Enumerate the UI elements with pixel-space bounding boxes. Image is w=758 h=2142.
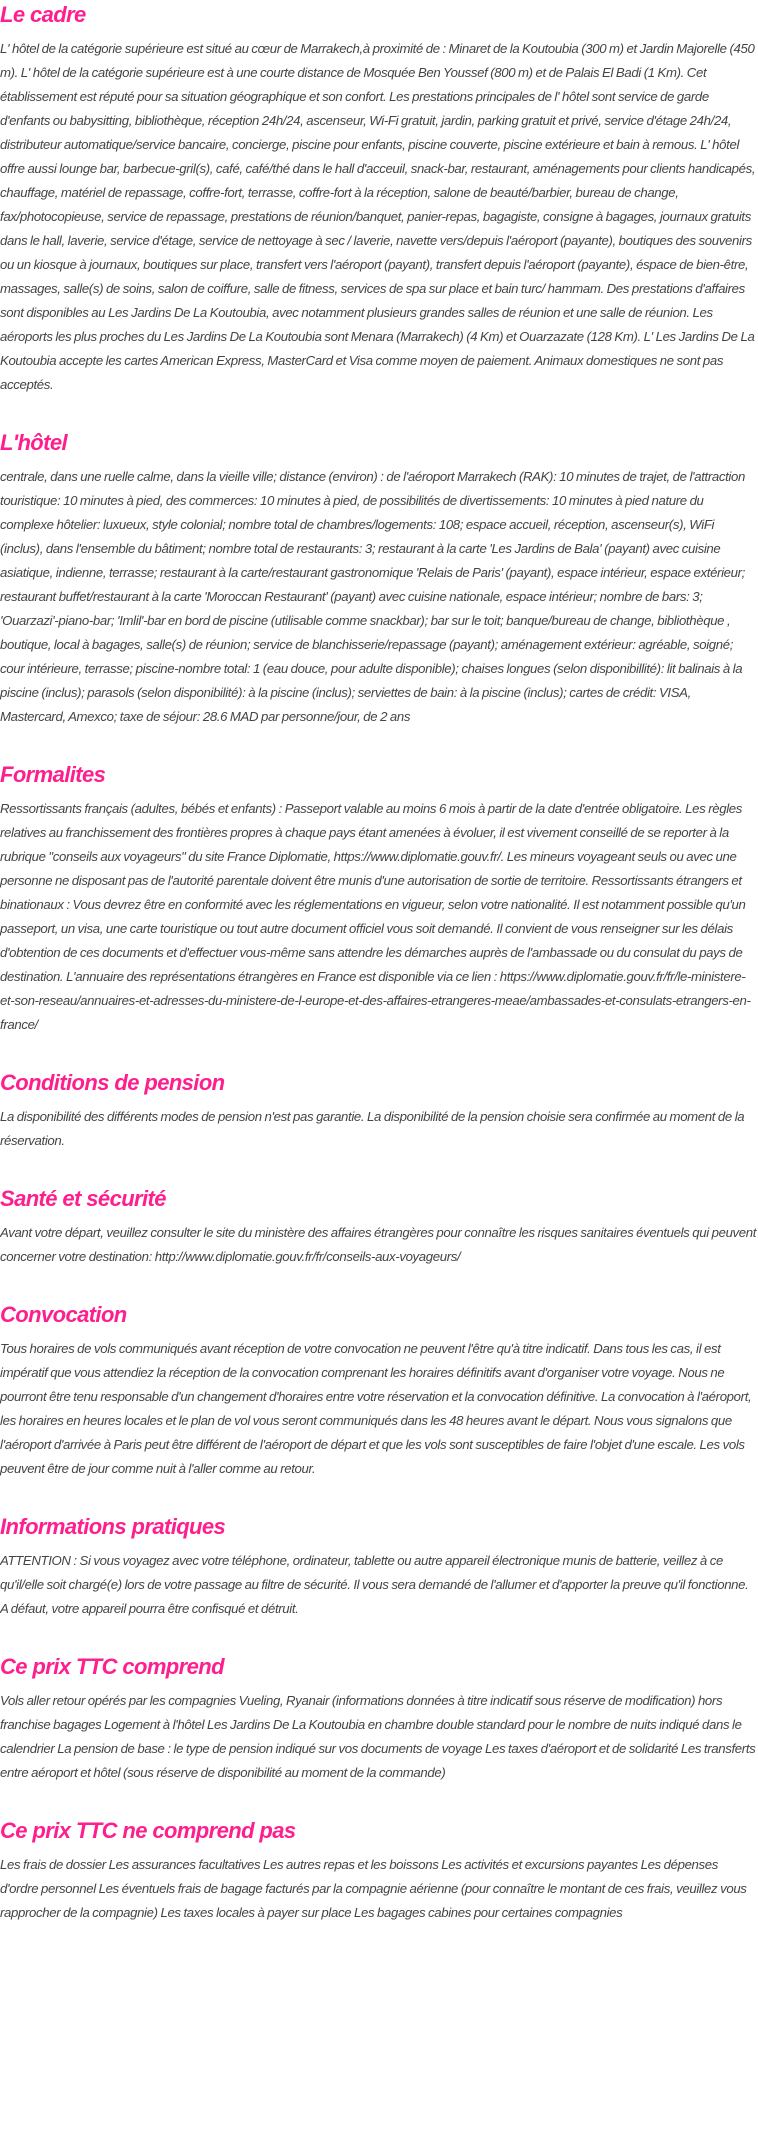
section-title-convocation: Convocation — [0, 1302, 127, 1327]
section-convocation — [0, 1301, 758, 1481]
section-sante-et-securite — [0, 1185, 758, 1269]
section-l-hotel — [0, 429, 758, 729]
section-body-conditions-de-pension: La disponibilité des différents modes de pension n'est pas garantie. La disponibilité de la pension choisie sera confirmée au moment de la réservation. — [0, 1109, 745, 1148]
section-formalites — [0, 761, 758, 1037]
section-title-informations-pratiques: Informations pratiques — [0, 1514, 226, 1539]
section-body-sante-et-securite: Avant votre départ, veuillez consulter le site du ministère des affaires étrangères pour connaître les risques sanitaires éventuels qui peuvent concerner votre destination: http://www.diplomatie.gouv.fr/fr/conseils-aux-voyageurs/ — [0, 1225, 757, 1264]
section-body-prix-comprend: Vols aller retour opérés par les compagnies Vueling, Ryanair (informations données à titre indicatif sous réserve de modification) hors franchise bagages Logement à l'hôtel Les Jardins De La Koutoubia en chambre double standard pour le nombre de nuits indiqué dans le calendrier La pension de base : le type de pension indiqué sur vos documents de voyage Les taxes d'aéroport et de solidarité Les transferts entre aéroport et hôtel (sous réserve de disponibilité au moment de la commande) — [0, 1693, 756, 1780]
section-body-informations-pratiques: ATTENTION : Si vous voyagez avec votre téléphone, ordinateur, tablette ou autre appareil électronique munis de batterie, veillez à ce qu'il/elle soit chargé(e) lors de votre passage au filtre de sécurité. Il vous sera demandé de l'allumer et d'apporter la preuve qu'il fonctionne. A défaut, votre appareil pourra être confisqué et détruit. — [0, 1553, 749, 1616]
section-title-le-cadre: Le cadre — [0, 2, 86, 27]
section-informations-pratiques — [0, 1513, 758, 1621]
section-prix-ne-comprend-pas — [0, 1817, 758, 1925]
section-conditions-de-pension — [0, 1069, 758, 1153]
section-le-cadre — [0, 0, 758, 397]
section-body-le-cadre: L' hôtel de la catégorie supérieure est situé au cœur de Marrakech,à proximité de : Minaret de la Koutoubia (300 m) et Jardin Majorelle (450 m). L' hôtel de la catégorie supérieure est à une courte distance de Mosquée Ben Youssef (800 m) et de Palais El Badi (1 Km). Cet établissement est réputé pour sa situation géographique et son confort. Les prestations principales de l' hôtel sont service de garde d'enfants ou babysitting, bibliothèque, réception 24h/24, ascenseur, Wi-Fi gratuit, jardin, parking gratuit et privé, service d'étage 24h/24, distributeur automatique/service bancaire, concierge, piscine pour enfants, piscine couverte, piscine extérieure et bain à remous. L' hôtel offre aussi lounge bar, barbecue-gril(s), café, café/thé dans le hall d'acceuil, snack-bar, restaurant, aménagements pour clients handicapés, chauffage, matériel de repassage, coffre-fort, terrasse, coffre-fort à la réception, salone de beauté/barbier, bureau de change, fax/photocopieuse, service de repassage, prestations de réunion/banquet, panier-repas, bagagiste, consigne à bagages, journaux gratuits dans le hall, laverie, service d'étage, service de nettoyage à sec / laverie, navette vers/depuis l'aéroport (payante), boutiques des souvenirs ou un kiosque à journaux, boutiques sur place, transfert vers l'aéroport (payant), transfert depuis l'aéroport (payante), éspace de bien-être, massages, salle(s) de soins, salon de coiffure, salle de fitness, services de spa sur place et bain turc/ hammam. Des prestations d'affaires sont disponibles au Les Jardins De La Koutoubia, avec notamment plusieurs grandes salles de réunion et une salle de réunion. Les aéroports les plus proches du Les Jardins De La Koutoubia sont Menara (Marrakech) (4 Km) et Ouarzazate (128 Km). L' Les Jardins De La Koutoubia accepte les cartes American Express, MasterCard et Visa comme moyen de paiement. Animaux domestiques ne sont pas acceptés. — [0, 41, 756, 392]
section-body-prix-ne-comprend-pas: Les frais de dossier Les assurances facultatives Les autres repas et les boissons Les activités et excursions payantes Les dépenses d'ordre personnel Les éventuels frais de bagage facturés par la compagnie aérienne (pour connaître le montant de ces frais, veuillez vous rapprocher de la compagnie) Les taxes locales à payer sur place Les bagages cabines pour certaines compagnies — [0, 1857, 747, 1920]
section-title-formalites: Formalites — [0, 762, 106, 787]
section-body-l-hotel: centrale, dans une ruelle calme, dans la vieille ville; distance (environ) : de l'aéroport Marrakech (RAK): 10 minutes de trajet, de l'attraction touristique: 10 minutes à pied, des commerces: 10 minutes à pied, de possibilités de divertissements: 10 minutes à pied nature du complexe hôtelier: luxueux, style colonial; nombre total de chambres/logements: 108; espace accueil, réception, ascenseur(s), WiFi (inclus), dans l'ensemble du bâtiment; nombre total de restaurants: 3; restaurant à la carte 'Les Jardins de Bala' (payant) avec cuisine asiatique, indienne, terrasse; restaurant à la carte/restaurant gastronomique 'Relais de Paris' (payant), espace intérieur, espace extérieur; restaurant buffet/restaurant à la carte 'Moroccan Restaurant' (payant) avec cuisine nationale, espace intérieur; nombre de bars: 3; 'Ouarzazi'-piano-bar; 'Imlil'-bar en bord de piscine (utilisable comme snackbar); bar sur le toit; banque/bureau de change, bibliothèque , boutique, local à bagages, salle(s) de réunion; service de blanchisserie/repassage (payant); aménagement extérieur: agréable, soigné; cour intérieure, terrasse; piscine-nombre total: 1 (eau douce, pour adulte disponible); chaises longues (selon disponibillité): lit balinais à la piscine (inclus); parasols (selon disponibilité): à la piscine (inclus); serviettes de bain: à la piscine (inclus); cartes de crédit: VISA, Mastercard, Amexco; taxe de séjour: 28.6 MAD par personne/jour, de 2 ans — [0, 469, 745, 724]
section-title-l-hotel: L'hôtel — [0, 430, 68, 455]
section-body-formalites: Ressortissants français (adultes, bébés et enfants) : Passeport valable au moins 6 mois à partir de la date d'entrée obligatoire. Les règles relatives au franchissement des frontières propres à chaque pays étant amenées à évoluer, il est vivement conseillé de se reporter à la rubrique "conseils aux voyageurs" du site France Diplomatie, https://www.diplomatie.gouv.fr/. Les mineurs voyageant seuls ou avec une personne ne disposant pas de l'autorité parentale doivent être munis d'une autorisation de sortie de territoire. Ressortissants étrangers et binationaux : Vous devrez être en conformité avec les réglementations en vigueur, selon votre nationalité. Il est notamment possible qu'un passeport, un visa, une carte touristique ou tout autre document officiel vous soit demandé. Il convient de vous renseigner sur les délais d'obtention de ces documents et d'effectuer vous-même sans attendre les démarches auprès de l'ambassade ou du consulat du pays de destination. L'annuaire des représentations étrangères en France est disponible via ce lien : https://www.diplomatie.gouv.fr/fr/le-ministere-et-son-reseau/annuaires-et-adresses-du-ministere-de-l-europe-et-des-affaires-etrangeres-meae/ambassades-et-consulats-etrangers-en-france/ — [0, 801, 751, 1032]
section-title-prix-ne-comprend-pas: Ce prix TTC ne comprend pas — [0, 1818, 296, 1843]
section-body-convocation: Tous horaires de vols communiqués avant réception de votre convocation ne peuvent l'être qu'à titre indicatif. Dans tous les cas, il est impératif que vous attendiez la réception de la convocation comprenant les horaires définitifs avant d'organiser votre voyage. Nous ne pourront être tenu responsable d'un changement d'horaires entre votre réservation et la convocation définitive. La convocation à l'aéroport, les horaires en heures locales et le plan de vol vous seront communiqués dans les 48 heures avant le départ. Nous vous signalons que l'aéroport d'arrivée à Paris peut être différent de l'aéroport de départ et que les vols sont susceptibles de faire l'objet d'une escale. Les vols peuvent être de jour comme nuit à l'aller comme au retour. — [0, 1341, 752, 1476]
section-title-sante-et-securite: Santé et sécurité — [0, 1186, 166, 1211]
section-title-conditions-de-pension: Conditions de pension — [0, 1070, 225, 1095]
section-title-prix-comprend: Ce prix TTC comprend — [0, 1654, 224, 1679]
section-prix-comprend — [0, 1653, 758, 1785]
